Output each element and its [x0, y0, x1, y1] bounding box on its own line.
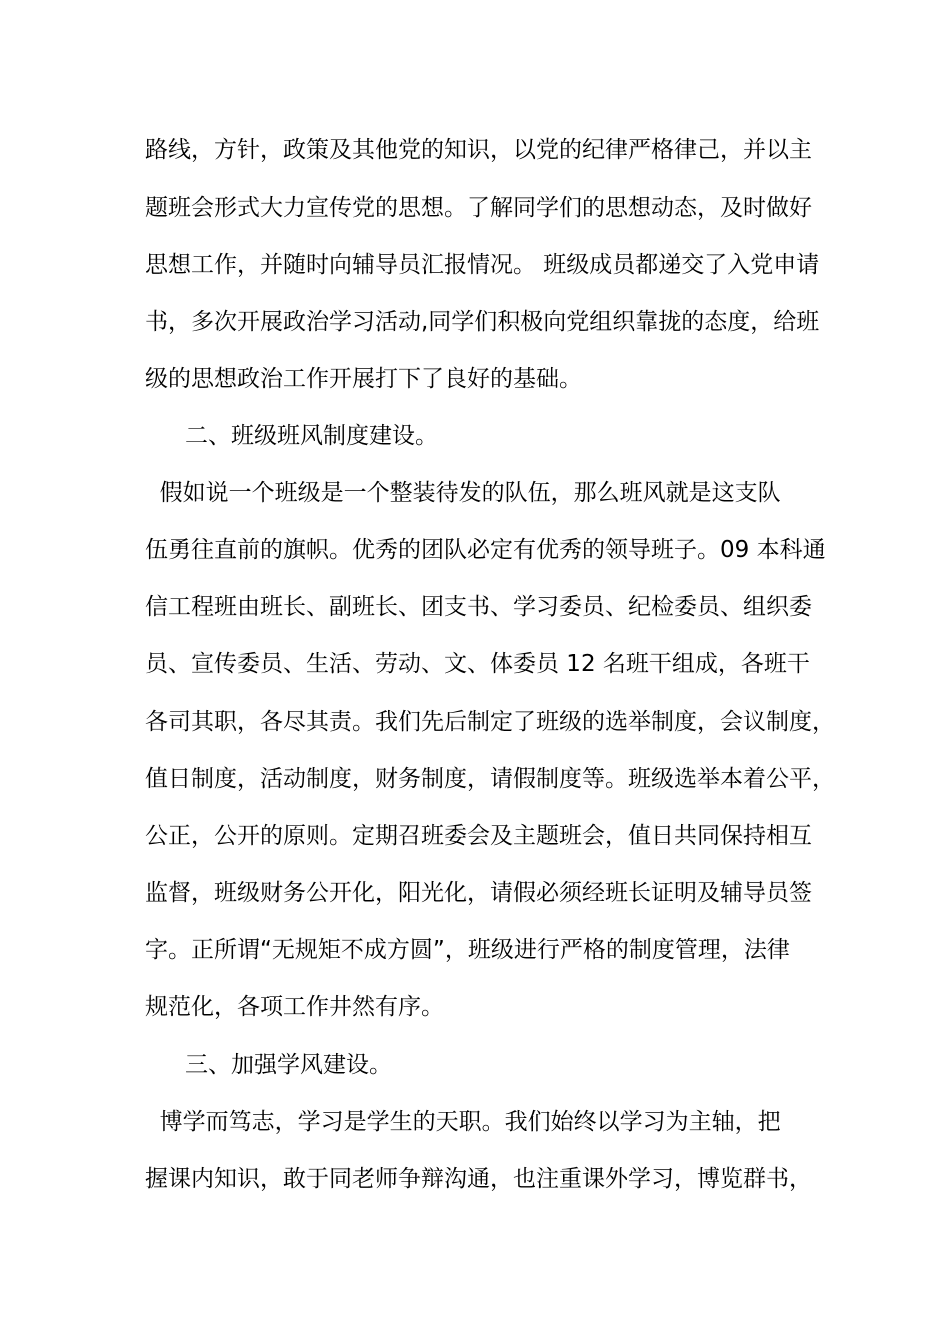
paragraph-line: 值日制度，活动制度，财务制度，请假制度等。班级选举本着公平，	[145, 766, 835, 792]
paragraph-line: 假如说一个班级是一个整装待发的队伍，那么班风就是这支队	[145, 480, 781, 506]
paragraph-line: 伍勇往直前的旗帜。优秀的团队必定有优秀的领导班子。09 本科通	[145, 537, 826, 563]
section-heading-2: 二、班级班风制度建设。	[185, 423, 438, 449]
paragraph-line: 博学而笃志，学习是学生的天职。我们始终以学习为主轴，把	[145, 1109, 781, 1135]
paragraph-line: 员、宣传委员、生活、劳动、文、体委员 12 名班干组成，各班干	[145, 651, 810, 677]
paragraph-line: 监督，班级财务公开化，阳光化，请假必须经班长证明及辅导员签	[145, 880, 812, 906]
paragraph-line: 握课内知识，敢于同老师争辩沟通，也注重课外学习，博览群书，	[145, 1166, 812, 1192]
paragraph-line: 路线，方针，政策及其他党的知识，以党的纪律严格律己，并以主	[145, 137, 812, 163]
section-heading-3: 三、加强学风建设。	[185, 1052, 392, 1078]
paragraph-line: 书，多次开展政治学习活动,同学们积极向党组织靠拢的态度，给班	[145, 309, 820, 335]
paragraph-line: 字。正所谓“无规矩不成方圆”，班级进行严格的制度管理，法律	[145, 937, 790, 963]
paragraph-line: 公正，公开的原则。定期召班委会及主题班会，值日共同保持相互	[145, 823, 812, 849]
paragraph-line: 规范化，各项工作井然有序。	[145, 994, 444, 1020]
paragraph-line: 题班会形式大力宣传党的思想。了解同学们的思想动态，及时做好	[145, 195, 812, 221]
paragraph-line: 各司其职，各尽其责。我们先后制定了班级的选举制度，会议制度，	[145, 709, 835, 735]
paragraph-line: 级的思想政治工作开展打下了良好的基础。	[145, 366, 582, 392]
paragraph-line: 信工程班由班长、副班长、团支书、学习委员、纪检委员、组织委	[145, 594, 812, 620]
paragraph-line: 思想工作，并随时向辅导员汇报情况。 班级成员都递交了入党申请	[145, 252, 820, 278]
